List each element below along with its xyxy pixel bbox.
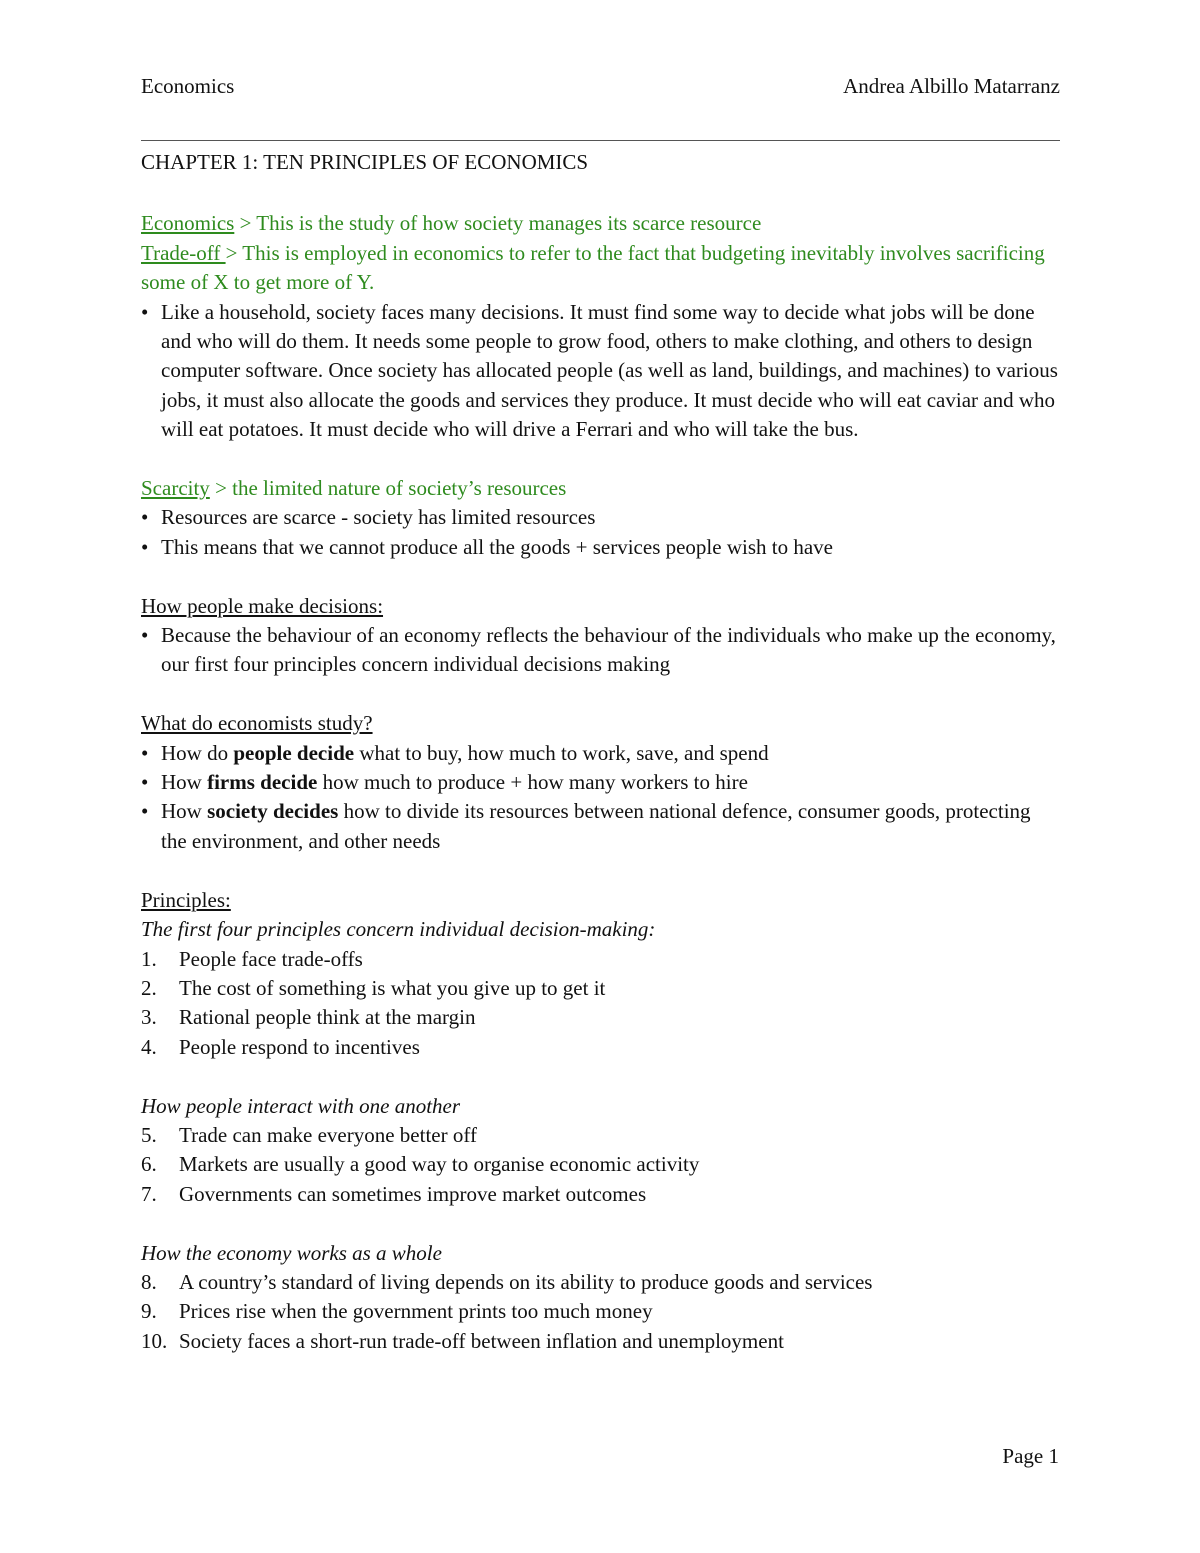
bullet-icon: • [141, 534, 149, 559]
definition-economics [141, 209, 1060, 238]
numbered-item: 6. Markets are usually a good way to organise economic activity [141, 1152, 700, 1177]
bullet-icon: • [141, 623, 149, 648]
header-author: Andrea Albillo Matarranz [843, 74, 1060, 98]
def-economics: > This is the study of how society manages its scarce resource [234, 211, 762, 236]
bullet-icon: • [141, 799, 149, 824]
document-body [141, 148, 1060, 1356]
group-title-economy: How the economy works as a whole [141, 1240, 442, 1265]
definition-scarcity [141, 474, 1060, 503]
numbered-item: 3. Rational people think at the margin [141, 1005, 476, 1030]
section-heading-principles: Principles: [141, 887, 231, 912]
numbered-item: 5. Trade can make everyone better off [141, 1122, 477, 1147]
numbered-item: 7. Governments can sometimes improve market outcomes [141, 1181, 647, 1206]
list-item: • Because the behaviour of an economy reflects the behaviour of the individuals who make up the economy, our first four principles concern individual decisions making [141, 623, 1056, 677]
page-header [141, 72, 1060, 102]
numbered-item: 2. The cost of something is what you give up to get it [141, 975, 606, 1000]
bullet-icon: • [141, 505, 149, 530]
list-item: • This means that we cannot produce all the goods + services people wish to have [141, 533, 1060, 562]
numbered-item: 1. People face trade-offs [141, 946, 363, 971]
list-item: • Resources are scarce - society has limited resources [141, 503, 1060, 532]
chapter-title: CHAPTER 1: TEN PRINCIPLES OF ECONOMICS [141, 150, 589, 174]
def-scarcity: > the limited nature of society’s resources [209, 476, 567, 501]
definition-tradeoff [141, 239, 1060, 298]
numbered-item: 10. Society faces a short-run trade-off between inflation and unemployment [141, 1328, 784, 1353]
list-item: • How society decides how to divide its resources between national defence, consumer goods, protecting the environment, and other needs [141, 799, 1031, 853]
bullet-icon: • [141, 740, 149, 765]
list-item: • How do people decide what to buy, how much to work, save, and spend [141, 739, 1060, 768]
term-tradeoff: Trade-off [141, 240, 226, 265]
list-item: • How firms decide how much to produce + how many workers to hire [141, 768, 1060, 797]
group-title-interact: How people interact with one another [141, 1093, 461, 1118]
numbered-item: 4. People respond to incentives [141, 1034, 420, 1059]
header-subject: Economics [141, 74, 235, 98]
term-scarcity: Scarcity [141, 476, 210, 501]
header-rule [141, 140, 1060, 141]
section-heading-study: What do economists study? [141, 711, 373, 736]
list-item: • Like a household, society faces many decisions. It must find some way to decide what jobs will be done and who will do them. It needs some people to grow food, others to make clothing, and others to design computer software. Once society has allocated people (as well as land, buildings, and machines) to various jobs, it must also allocate the goods and services they produce. It must decide who will eat caviar and who will eat potatoes. It must decide who will drive a Ferrari and who will take the bus. [141, 299, 1058, 442]
numbered-item: 9. Prices rise when the government prints too much money [141, 1299, 653, 1324]
page-number: Page 1 [1002, 1444, 1059, 1468]
bullet-icon: • [141, 299, 149, 324]
bullet-icon: • [141, 770, 149, 795]
section-heading-decisions: How people make decisions: [141, 593, 384, 618]
def-tradeoff: > This is employed in economics to refer to the fact that budgeting inevitably involves sacrificing some of X to get more of Y. [141, 240, 1045, 295]
group-title-individual: The first four principles concern individual decision-making: [141, 917, 656, 942]
numbered-item: 8. A country’s standard of living depends on its ability to produce goods and services [141, 1269, 873, 1294]
term-economics: Economics [141, 211, 235, 236]
